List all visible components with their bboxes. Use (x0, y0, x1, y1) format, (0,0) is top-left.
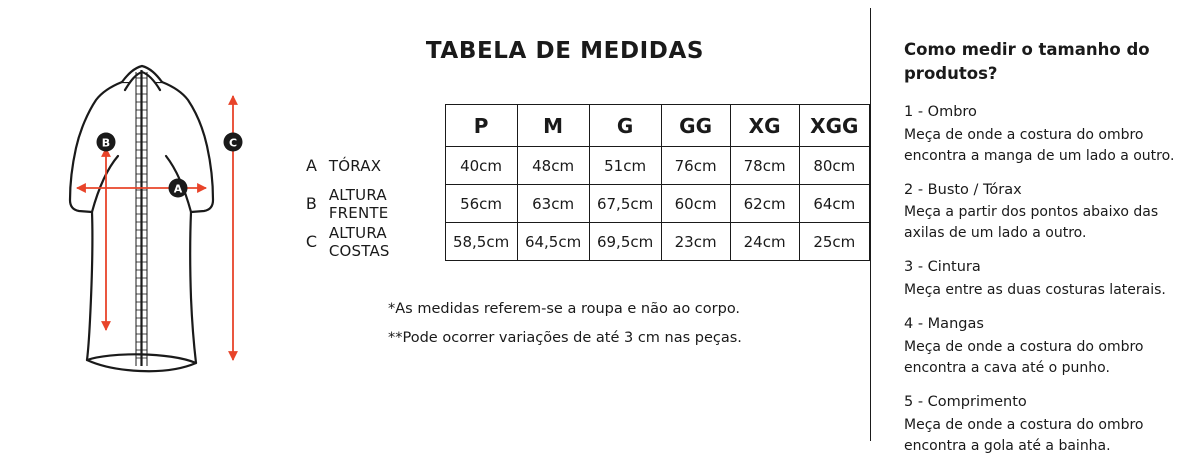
tip-mangas-line-1: Meça de onde a costura do ombro (904, 338, 1144, 355)
tip-comprimento (904, 392, 1172, 457)
row-name-altura-costas: ALTURA COSTAS (328, 223, 390, 260)
header-blank-name (325, 105, 445, 147)
tip-cintura-title: 3 - Cintura (904, 259, 981, 276)
cell-b-m: 63cm (517, 185, 589, 223)
column-header-g: G (589, 105, 661, 147)
how-to-measure-title: Como medir o tamanho do produtos? (904, 40, 1150, 83)
tip-cintura (904, 257, 1172, 301)
marker-a (169, 179, 188, 198)
column-header-xgg: XGG (799, 105, 869, 147)
cell-c-xg: 24cm (730, 223, 799, 261)
column-header-p: P (445, 105, 517, 147)
cell-c-g: 69,5cm (589, 223, 661, 261)
tip-mangas-title: 4 - Mangas (904, 316, 984, 333)
row-letter-a: A (305, 156, 317, 175)
tip-busto-torax-line-2: axilas de um lado a outro. (904, 225, 1087, 242)
page-title: TABELA DE MEDIDAS (425, 38, 705, 64)
tip-mangas-line-2: encontra a cava até o punho. (904, 359, 1110, 376)
tip-ombro-line-1: Meça de onde a costura do ombro (904, 126, 1144, 143)
note-tolerance: **Pode ocorrer variações de até 3 cm nas peças. (388, 330, 742, 346)
tip-busto-torax-body (904, 202, 1172, 244)
row-name-torax: TÓRAX (328, 156, 382, 175)
tip-busto-torax-title: 2 - Busto / Tórax (904, 181, 1022, 198)
cell-b-g: 67,5cm (589, 185, 661, 223)
cell-b-xg: 62cm (730, 185, 799, 223)
measurements-panel (290, 0, 870, 449)
tip-comprimento-line-2: encontra a gola até a bainha. (904, 437, 1111, 454)
svg-text:C: C (228, 136, 238, 150)
notes-block (290, 295, 870, 353)
row-name-altura-frente: ALTURA FRENTE (328, 185, 389, 222)
header-blank-letter (300, 105, 325, 147)
cell-a-xgg: 80cm (799, 147, 869, 185)
vest-line-drawing (30, 30, 270, 420)
note-measurements-garment: *As medidas referem-se a roupa e não ao corpo. (388, 301, 741, 317)
tip-cintura-body (904, 280, 1172, 301)
tip-mangas-body (904, 337, 1172, 379)
vertical-divider (870, 8, 871, 441)
cell-b-gg: 60cm (661, 185, 730, 223)
tip-ombro (904, 102, 1175, 167)
cell-b-p: 56cm (445, 185, 517, 223)
cell-a-xg: 78cm (730, 147, 799, 185)
column-header-gg: GG (661, 105, 730, 147)
column-header-xg: XG (730, 105, 799, 147)
marker-b (97, 133, 116, 152)
size-table-wrap (290, 104, 870, 261)
tip-comprimento-title: 5 - Comprimento (904, 393, 1027, 410)
how-to-measure-panel (870, 0, 1200, 454)
tip-cintura-line-1: Meça entre as duas costuras laterais. (904, 282, 1166, 299)
illustration-panel (0, 0, 290, 449)
tip-busto-torax-line-1: Meça a partir dos pontos abaixo das (904, 204, 1159, 221)
cell-c-xgg: 25cm (799, 223, 869, 261)
column-header-m: M (517, 105, 589, 147)
table-row (300, 223, 870, 261)
table-row (300, 147, 870, 185)
cell-c-m: 64,5cm (517, 223, 589, 261)
svg-text:B: B (101, 136, 111, 150)
row-letter-b: B (305, 194, 317, 213)
marker-c (224, 133, 243, 152)
cell-a-p: 40cm (445, 147, 517, 185)
cell-a-gg: 76cm (661, 147, 730, 185)
cell-c-gg: 23cm (661, 223, 730, 261)
tip-comprimento-body (904, 415, 1172, 457)
svg-text:A: A (173, 182, 183, 196)
cell-c-p: 58,5cm (445, 223, 517, 261)
size-table (300, 104, 870, 261)
tip-mangas (904, 314, 1172, 379)
tip-comprimento-line-1: Meça de onde a costura do ombro (904, 416, 1144, 433)
table-row (300, 185, 870, 223)
tip-ombro-body (904, 125, 1175, 167)
cell-b-xgg: 64cm (799, 185, 869, 223)
tip-ombro-title: 1 - Ombro (904, 103, 977, 120)
table-header-row (300, 105, 870, 147)
tip-busto-torax (904, 180, 1172, 245)
tip-ombro-line-2: encontra a manga de um lado a outro. (904, 147, 1175, 164)
cell-a-g: 51cm (589, 147, 661, 185)
row-letter-c: C (305, 232, 317, 251)
cell-a-m: 48cm (517, 147, 589, 185)
